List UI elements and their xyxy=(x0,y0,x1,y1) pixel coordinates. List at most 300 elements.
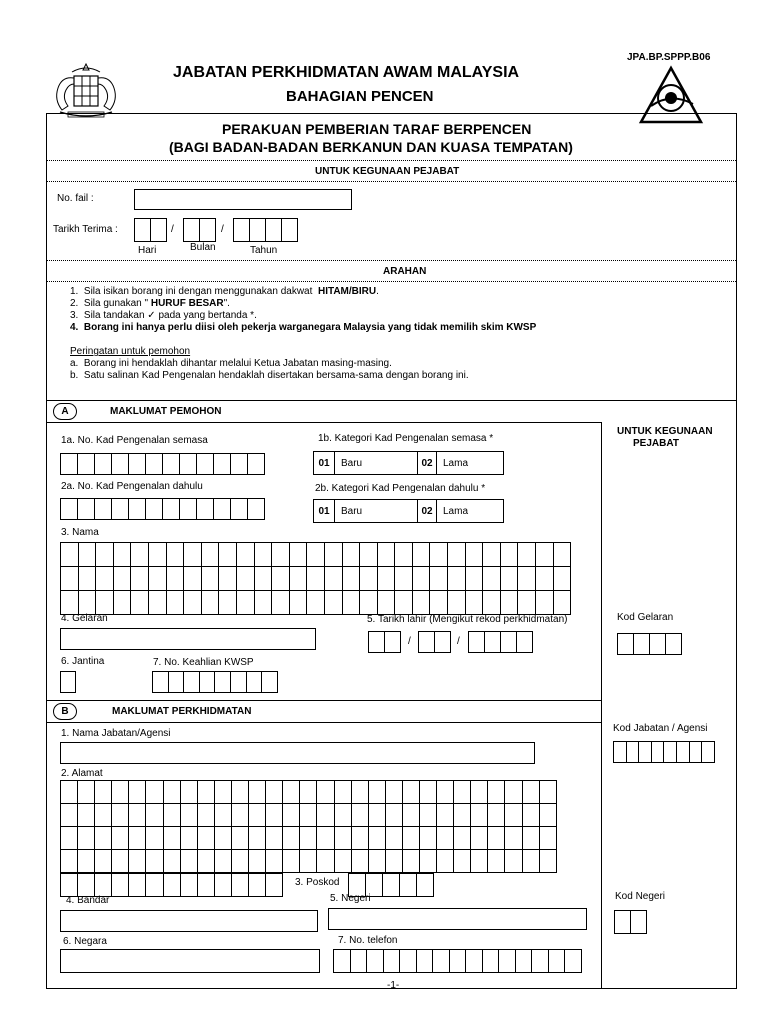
char-box[interactable] xyxy=(429,542,448,567)
char-box[interactable] xyxy=(522,803,540,827)
char-box[interactable] xyxy=(183,218,200,242)
char-box[interactable] xyxy=(94,453,112,475)
char-box[interactable] xyxy=(465,949,483,973)
char-box[interactable] xyxy=(324,566,343,591)
char-box[interactable] xyxy=(334,803,352,827)
char-box[interactable] xyxy=(231,849,249,873)
char-box[interactable] xyxy=(265,803,283,827)
char-box[interactable] xyxy=(626,741,640,763)
char-box[interactable] xyxy=(701,741,715,763)
char-box[interactable] xyxy=(535,542,554,567)
char-box[interactable] xyxy=(163,803,181,827)
char-box[interactable] xyxy=(150,218,167,242)
char-box[interactable] xyxy=(196,498,214,520)
char-box[interactable] xyxy=(412,590,431,615)
char-box[interactable] xyxy=(236,590,255,615)
char-box[interactable] xyxy=(271,590,290,615)
char-box[interactable] xyxy=(394,542,413,567)
char-box[interactable] xyxy=(504,803,522,827)
char-box[interactable] xyxy=(197,849,215,873)
char-box[interactable] xyxy=(60,849,78,873)
char-box[interactable] xyxy=(145,803,163,827)
char-box[interactable] xyxy=(78,590,97,615)
char-box[interactable] xyxy=(130,542,149,567)
char-box[interactable] xyxy=(246,671,263,693)
kwsp-boxes[interactable] xyxy=(152,671,278,693)
char-box[interactable] xyxy=(145,873,163,897)
char-box[interactable] xyxy=(665,633,682,655)
char-box[interactable] xyxy=(465,566,484,591)
char-box[interactable] xyxy=(689,741,703,763)
char-box[interactable] xyxy=(111,453,129,475)
char-box[interactable] xyxy=(316,803,334,827)
char-box[interactable] xyxy=(613,741,627,763)
char-box[interactable] xyxy=(145,849,163,873)
char-box[interactable] xyxy=(638,741,652,763)
char-box[interactable] xyxy=(77,826,95,850)
char-box[interactable] xyxy=(249,218,266,242)
char-box[interactable] xyxy=(111,849,129,873)
char-box[interactable] xyxy=(385,849,403,873)
char-box[interactable] xyxy=(649,633,666,655)
char-box[interactable] xyxy=(94,849,112,873)
char-box[interactable] xyxy=(218,590,237,615)
char-box[interactable] xyxy=(416,949,434,973)
char-box[interactable] xyxy=(247,453,265,475)
char-box[interactable] xyxy=(368,803,386,827)
char-box[interactable] xyxy=(111,873,129,897)
char-box[interactable] xyxy=(539,849,557,873)
char-box[interactable] xyxy=(663,741,677,763)
char-box[interactable] xyxy=(199,671,216,693)
char-box[interactable] xyxy=(419,849,437,873)
char-box[interactable] xyxy=(522,780,540,804)
char-box[interactable] xyxy=(196,453,214,475)
char-box[interactable] xyxy=(385,780,403,804)
char-box[interactable] xyxy=(197,826,215,850)
char-box[interactable] xyxy=(324,590,343,615)
char-box[interactable] xyxy=(197,803,215,827)
char-box[interactable] xyxy=(148,542,167,567)
char-box[interactable] xyxy=(399,873,417,897)
char-box[interactable] xyxy=(145,453,163,475)
char-box[interactable] xyxy=(334,849,352,873)
char-box[interactable] xyxy=(163,873,181,897)
char-box[interactable] xyxy=(470,803,488,827)
char-box[interactable] xyxy=(522,849,540,873)
char-box[interactable] xyxy=(145,498,163,520)
char-box[interactable] xyxy=(60,780,78,804)
char-box[interactable] xyxy=(145,780,163,804)
char-box[interactable] xyxy=(166,590,185,615)
char-box[interactable] xyxy=(197,873,215,897)
char-box[interactable] xyxy=(111,780,129,804)
char-box[interactable] xyxy=(359,542,378,567)
char-box[interactable] xyxy=(482,949,500,973)
char-box[interactable] xyxy=(453,803,471,827)
char-box[interactable] xyxy=(350,949,368,973)
char-box[interactable] xyxy=(377,590,396,615)
char-box[interactable] xyxy=(230,498,248,520)
char-box[interactable] xyxy=(77,849,95,873)
char-box[interactable] xyxy=(128,453,146,475)
char-box[interactable] xyxy=(419,826,437,850)
title-input[interactable] xyxy=(60,628,316,650)
char-box[interactable] xyxy=(299,780,317,804)
dob-year-boxes[interactable] xyxy=(468,631,533,653)
char-box[interactable] xyxy=(281,218,298,242)
char-box[interactable] xyxy=(282,849,300,873)
char-box[interactable] xyxy=(214,780,232,804)
char-box[interactable] xyxy=(179,498,197,520)
char-box[interactable] xyxy=(368,780,386,804)
char-box[interactable] xyxy=(383,949,401,973)
char-box[interactable] xyxy=(487,803,505,827)
char-box[interactable] xyxy=(377,566,396,591)
char-box[interactable] xyxy=(402,849,420,873)
char-box[interactable] xyxy=(231,826,249,850)
char-box[interactable] xyxy=(148,590,167,615)
char-box[interactable] xyxy=(351,849,369,873)
char-box[interactable] xyxy=(447,590,466,615)
char-box[interactable] xyxy=(429,566,448,591)
char-box[interactable] xyxy=(218,542,237,567)
char-box[interactable] xyxy=(306,542,325,567)
char-box[interactable] xyxy=(231,873,249,897)
char-box[interactable] xyxy=(630,910,647,934)
char-box[interactable] xyxy=(316,780,334,804)
char-box[interactable] xyxy=(180,849,198,873)
char-box[interactable] xyxy=(487,849,505,873)
char-box[interactable] xyxy=(564,949,582,973)
received-year-boxes[interactable] xyxy=(233,218,298,242)
char-box[interactable] xyxy=(289,566,308,591)
char-box[interactable] xyxy=(95,566,114,591)
char-box[interactable] xyxy=(60,873,78,897)
file-no-input[interactable] xyxy=(134,189,352,210)
char-box[interactable] xyxy=(402,803,420,827)
char-box[interactable] xyxy=(60,826,78,850)
char-box[interactable] xyxy=(436,780,454,804)
char-box[interactable] xyxy=(214,671,231,693)
char-box[interactable] xyxy=(134,218,151,242)
char-box[interactable] xyxy=(183,542,202,567)
char-box[interactable] xyxy=(676,741,690,763)
char-box[interactable] xyxy=(128,780,146,804)
city-input[interactable] xyxy=(60,910,318,932)
char-box[interactable] xyxy=(214,849,232,873)
char-box[interactable] xyxy=(94,498,112,520)
option-old-code[interactable]: 02 xyxy=(418,452,437,474)
char-box[interactable] xyxy=(299,803,317,827)
char-box[interactable] xyxy=(201,590,220,615)
char-box[interactable] xyxy=(265,218,282,242)
char-box[interactable] xyxy=(468,631,485,653)
char-box[interactable] xyxy=(351,803,369,827)
char-box[interactable] xyxy=(128,498,146,520)
char-box[interactable] xyxy=(230,453,248,475)
char-box[interactable] xyxy=(359,566,378,591)
char-box[interactable] xyxy=(299,849,317,873)
char-box[interactable] xyxy=(516,631,533,653)
char-box[interactable] xyxy=(248,780,266,804)
char-box[interactable] xyxy=(111,826,129,850)
char-box[interactable] xyxy=(553,566,572,591)
char-box[interactable] xyxy=(447,566,466,591)
char-box[interactable] xyxy=(197,780,215,804)
char-box[interactable] xyxy=(271,542,290,567)
char-box[interactable] xyxy=(342,590,361,615)
char-box[interactable] xyxy=(180,803,198,827)
char-box[interactable] xyxy=(539,780,557,804)
char-box[interactable] xyxy=(60,566,79,591)
name-boxes[interactable] xyxy=(60,542,571,615)
char-box[interactable] xyxy=(60,590,79,615)
char-box[interactable] xyxy=(128,826,146,850)
char-box[interactable] xyxy=(522,826,540,850)
char-box[interactable] xyxy=(163,849,181,873)
char-box[interactable] xyxy=(535,590,554,615)
char-box[interactable] xyxy=(236,542,255,567)
char-box[interactable] xyxy=(500,566,519,591)
address-boxes[interactable] xyxy=(60,780,557,873)
char-box[interactable] xyxy=(218,566,237,591)
char-box[interactable] xyxy=(394,566,413,591)
char-box[interactable] xyxy=(334,826,352,850)
char-box[interactable] xyxy=(95,542,114,567)
char-box[interactable] xyxy=(614,910,631,934)
char-box[interactable] xyxy=(498,949,516,973)
char-box[interactable] xyxy=(128,849,146,873)
char-box[interactable] xyxy=(183,566,202,591)
char-box[interactable] xyxy=(265,826,283,850)
char-box[interactable] xyxy=(553,542,572,567)
char-box[interactable] xyxy=(539,803,557,827)
char-box[interactable] xyxy=(500,631,517,653)
char-box[interactable] xyxy=(484,631,501,653)
char-box[interactable] xyxy=(113,566,132,591)
char-box[interactable] xyxy=(617,633,634,655)
char-box[interactable] xyxy=(342,542,361,567)
char-box[interactable] xyxy=(470,780,488,804)
char-box[interactable] xyxy=(334,780,352,804)
char-box[interactable] xyxy=(487,780,505,804)
char-box[interactable] xyxy=(402,826,420,850)
char-box[interactable] xyxy=(651,741,665,763)
char-box[interactable] xyxy=(77,873,95,897)
char-box[interactable] xyxy=(214,873,232,897)
option-new-code[interactable]: 01 xyxy=(314,452,335,474)
char-box[interactable] xyxy=(366,949,384,973)
char-box[interactable] xyxy=(453,780,471,804)
char-box[interactable] xyxy=(183,671,200,693)
char-box[interactable] xyxy=(399,949,417,973)
char-box[interactable] xyxy=(60,803,78,827)
char-box[interactable] xyxy=(213,498,231,520)
char-box[interactable] xyxy=(515,949,533,973)
gender-input[interactable] xyxy=(60,671,76,693)
char-box[interactable] xyxy=(77,803,95,827)
char-box[interactable] xyxy=(180,873,198,897)
char-box[interactable] xyxy=(214,826,232,850)
char-box[interactable] xyxy=(299,826,317,850)
char-box[interactable] xyxy=(77,780,95,804)
option-new-code[interactable]: 01 xyxy=(314,500,335,522)
char-box[interactable] xyxy=(436,826,454,850)
char-box[interactable] xyxy=(436,803,454,827)
char-box[interactable] xyxy=(633,633,650,655)
char-box[interactable] xyxy=(368,826,386,850)
char-box[interactable] xyxy=(77,453,95,475)
char-box[interactable] xyxy=(128,873,146,897)
char-box[interactable] xyxy=(152,671,169,693)
char-box[interactable] xyxy=(368,849,386,873)
char-box[interactable] xyxy=(412,542,431,567)
char-box[interactable] xyxy=(470,849,488,873)
char-box[interactable] xyxy=(482,542,501,567)
char-box[interactable] xyxy=(163,780,181,804)
char-box[interactable] xyxy=(60,453,78,475)
char-box[interactable] xyxy=(130,566,149,591)
char-box[interactable] xyxy=(94,803,112,827)
char-box[interactable] xyxy=(504,780,522,804)
char-box[interactable] xyxy=(517,566,536,591)
char-box[interactable] xyxy=(306,590,325,615)
option-old-code[interactable]: 02 xyxy=(418,500,437,522)
char-box[interactable] xyxy=(531,949,549,973)
char-box[interactable] xyxy=(247,498,265,520)
char-box[interactable] xyxy=(94,780,112,804)
char-box[interactable] xyxy=(78,566,97,591)
char-box[interactable] xyxy=(78,542,97,567)
char-box[interactable] xyxy=(385,826,403,850)
char-box[interactable] xyxy=(168,671,185,693)
char-box[interactable] xyxy=(248,803,266,827)
char-box[interactable] xyxy=(482,566,501,591)
char-box[interactable] xyxy=(113,590,132,615)
char-box[interactable] xyxy=(183,590,202,615)
char-box[interactable] xyxy=(465,590,484,615)
char-box[interactable] xyxy=(500,542,519,567)
char-box[interactable] xyxy=(418,631,435,653)
char-box[interactable] xyxy=(517,590,536,615)
char-box[interactable] xyxy=(60,498,78,520)
char-box[interactable] xyxy=(213,453,231,475)
char-box[interactable] xyxy=(130,590,149,615)
address-last-row-boxes[interactable] xyxy=(60,873,283,897)
char-box[interactable] xyxy=(351,780,369,804)
char-box[interactable] xyxy=(487,826,505,850)
char-box[interactable] xyxy=(233,218,250,242)
received-month-boxes[interactable] xyxy=(183,218,216,242)
char-box[interactable] xyxy=(60,542,79,567)
department-input[interactable] xyxy=(60,742,535,764)
char-box[interactable] xyxy=(465,542,484,567)
char-box[interactable] xyxy=(553,590,572,615)
char-box[interactable] xyxy=(265,780,283,804)
char-box[interactable] xyxy=(382,873,400,897)
char-box[interactable] xyxy=(416,873,434,897)
char-box[interactable] xyxy=(289,542,308,567)
char-box[interactable] xyxy=(248,826,266,850)
char-box[interactable] xyxy=(236,566,255,591)
char-box[interactable] xyxy=(230,671,247,693)
char-box[interactable] xyxy=(385,803,403,827)
ic-previous-boxes[interactable] xyxy=(60,498,265,520)
dob-month-boxes[interactable] xyxy=(418,631,451,653)
char-box[interactable] xyxy=(201,566,220,591)
char-box[interactable] xyxy=(95,590,114,615)
char-box[interactable] xyxy=(282,826,300,850)
char-box[interactable] xyxy=(470,826,488,850)
char-box[interactable] xyxy=(359,590,378,615)
char-box[interactable] xyxy=(429,590,448,615)
char-box[interactable] xyxy=(342,566,361,591)
received-day-boxes[interactable] xyxy=(134,218,167,242)
country-input[interactable] xyxy=(60,949,320,973)
char-box[interactable] xyxy=(419,803,437,827)
char-box[interactable] xyxy=(248,873,266,897)
char-box[interactable] xyxy=(351,826,369,850)
char-box[interactable] xyxy=(231,780,249,804)
char-box[interactable] xyxy=(453,826,471,850)
char-box[interactable] xyxy=(113,542,132,567)
char-box[interactable] xyxy=(447,542,466,567)
char-box[interactable] xyxy=(128,803,146,827)
char-box[interactable] xyxy=(148,566,167,591)
phone-boxes[interactable] xyxy=(333,949,582,973)
char-box[interactable] xyxy=(180,826,198,850)
char-box[interactable] xyxy=(254,590,273,615)
char-box[interactable] xyxy=(201,542,220,567)
char-box[interactable] xyxy=(94,873,112,897)
char-box[interactable] xyxy=(384,631,401,653)
char-box[interactable] xyxy=(166,566,185,591)
char-box[interactable] xyxy=(282,780,300,804)
char-box[interactable] xyxy=(261,671,278,693)
char-box[interactable] xyxy=(163,826,181,850)
char-box[interactable] xyxy=(316,849,334,873)
char-box[interactable] xyxy=(453,849,471,873)
char-box[interactable] xyxy=(166,542,185,567)
char-box[interactable] xyxy=(271,566,290,591)
char-box[interactable] xyxy=(434,631,451,653)
char-box[interactable] xyxy=(289,590,308,615)
char-box[interactable] xyxy=(199,218,216,242)
char-box[interactable] xyxy=(517,542,536,567)
char-box[interactable] xyxy=(111,803,129,827)
char-box[interactable] xyxy=(316,826,334,850)
char-box[interactable] xyxy=(254,542,273,567)
char-box[interactable] xyxy=(324,542,343,567)
char-box[interactable] xyxy=(265,849,283,873)
char-box[interactable] xyxy=(449,949,467,973)
char-box[interactable] xyxy=(306,566,325,591)
dob-day-boxes[interactable] xyxy=(368,631,401,653)
char-box[interactable] xyxy=(77,498,95,520)
char-box[interactable] xyxy=(504,826,522,850)
char-box[interactable] xyxy=(179,453,197,475)
char-box[interactable] xyxy=(111,498,129,520)
char-box[interactable] xyxy=(180,780,198,804)
char-box[interactable] xyxy=(419,780,437,804)
char-box[interactable] xyxy=(548,949,566,973)
char-box[interactable] xyxy=(432,949,450,973)
char-box[interactable] xyxy=(214,803,232,827)
char-box[interactable] xyxy=(368,631,385,653)
char-box[interactable] xyxy=(254,566,273,591)
char-box[interactable] xyxy=(377,542,396,567)
